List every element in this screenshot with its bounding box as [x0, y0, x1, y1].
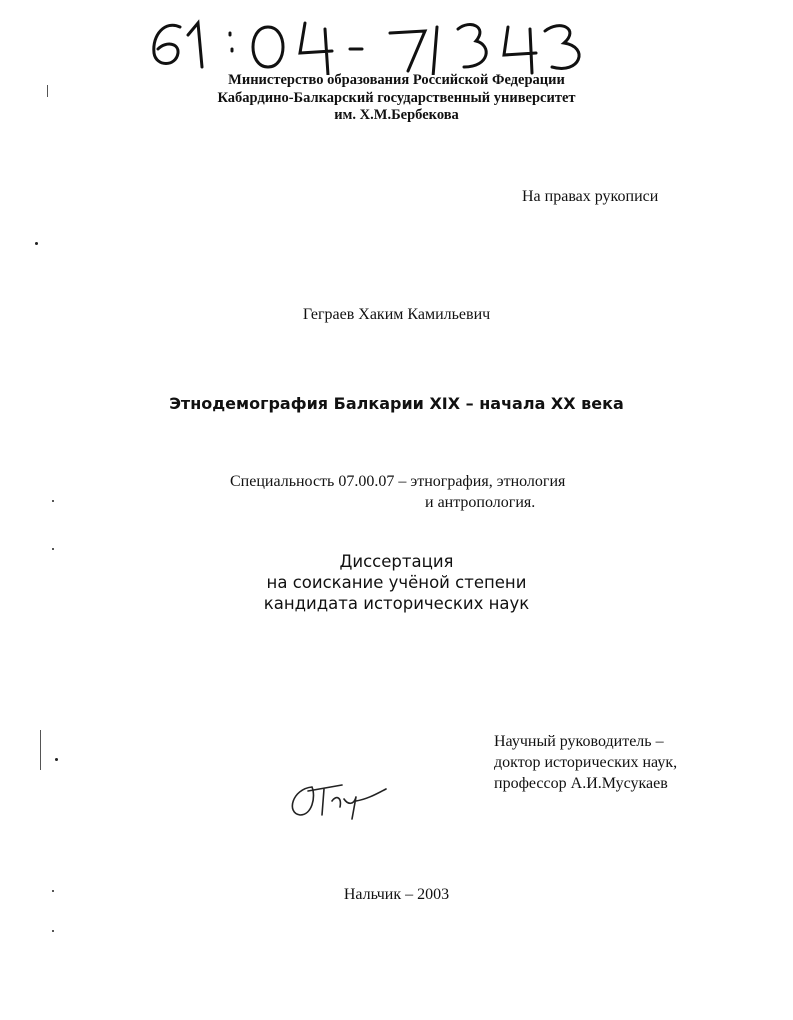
scan-speck	[52, 548, 54, 550]
university-line: Кабардино-Балкарский государственный университет	[217, 90, 576, 106]
supervisor-block	[494, 731, 677, 794]
dissertation-title: Этнодемография Балкарии XIX – начала XX века	[169, 394, 624, 413]
supervisor-line-3: профессор А.И.Мусукаев	[494, 775, 668, 792]
place-and-year: Нальчик – 2003	[343, 886, 450, 903]
specialty-line-1: Специальность 07.00.07 – этнография, этнология	[230, 473, 566, 490]
ministry-line: Министерство образования Российской Федерации	[228, 72, 565, 88]
dissertation-type	[0, 551, 793, 614]
scan-speck	[52, 500, 54, 502]
scan-margin-line	[47, 85, 48, 97]
dissertation-line-3: кандидата исторических наук	[263, 594, 530, 613]
author-name: Геграев Хаким Камильевич	[302, 306, 491, 323]
scan-margin-line	[40, 730, 41, 770]
dissertation-line-1: Диссертация	[339, 552, 454, 571]
scan-speck	[52, 890, 54, 892]
specialty-line-2: и антропология.	[425, 494, 536, 511]
signature	[282, 775, 392, 825]
supervisor-line-2: доктор исторических наук,	[494, 754, 678, 771]
scan-speck	[52, 930, 54, 932]
scan-speck	[35, 242, 38, 245]
dissertation-line-2: на соискание учёной степени	[266, 573, 527, 592]
university-name-line: им. Х.М.Бербекова	[334, 107, 459, 123]
handwritten-catalog-number	[140, 5, 600, 75]
supervisor-line-1: Научный руководитель –	[494, 733, 664, 750]
rights-note: На правах рукописи	[522, 188, 659, 205]
scan-speck	[55, 758, 58, 761]
